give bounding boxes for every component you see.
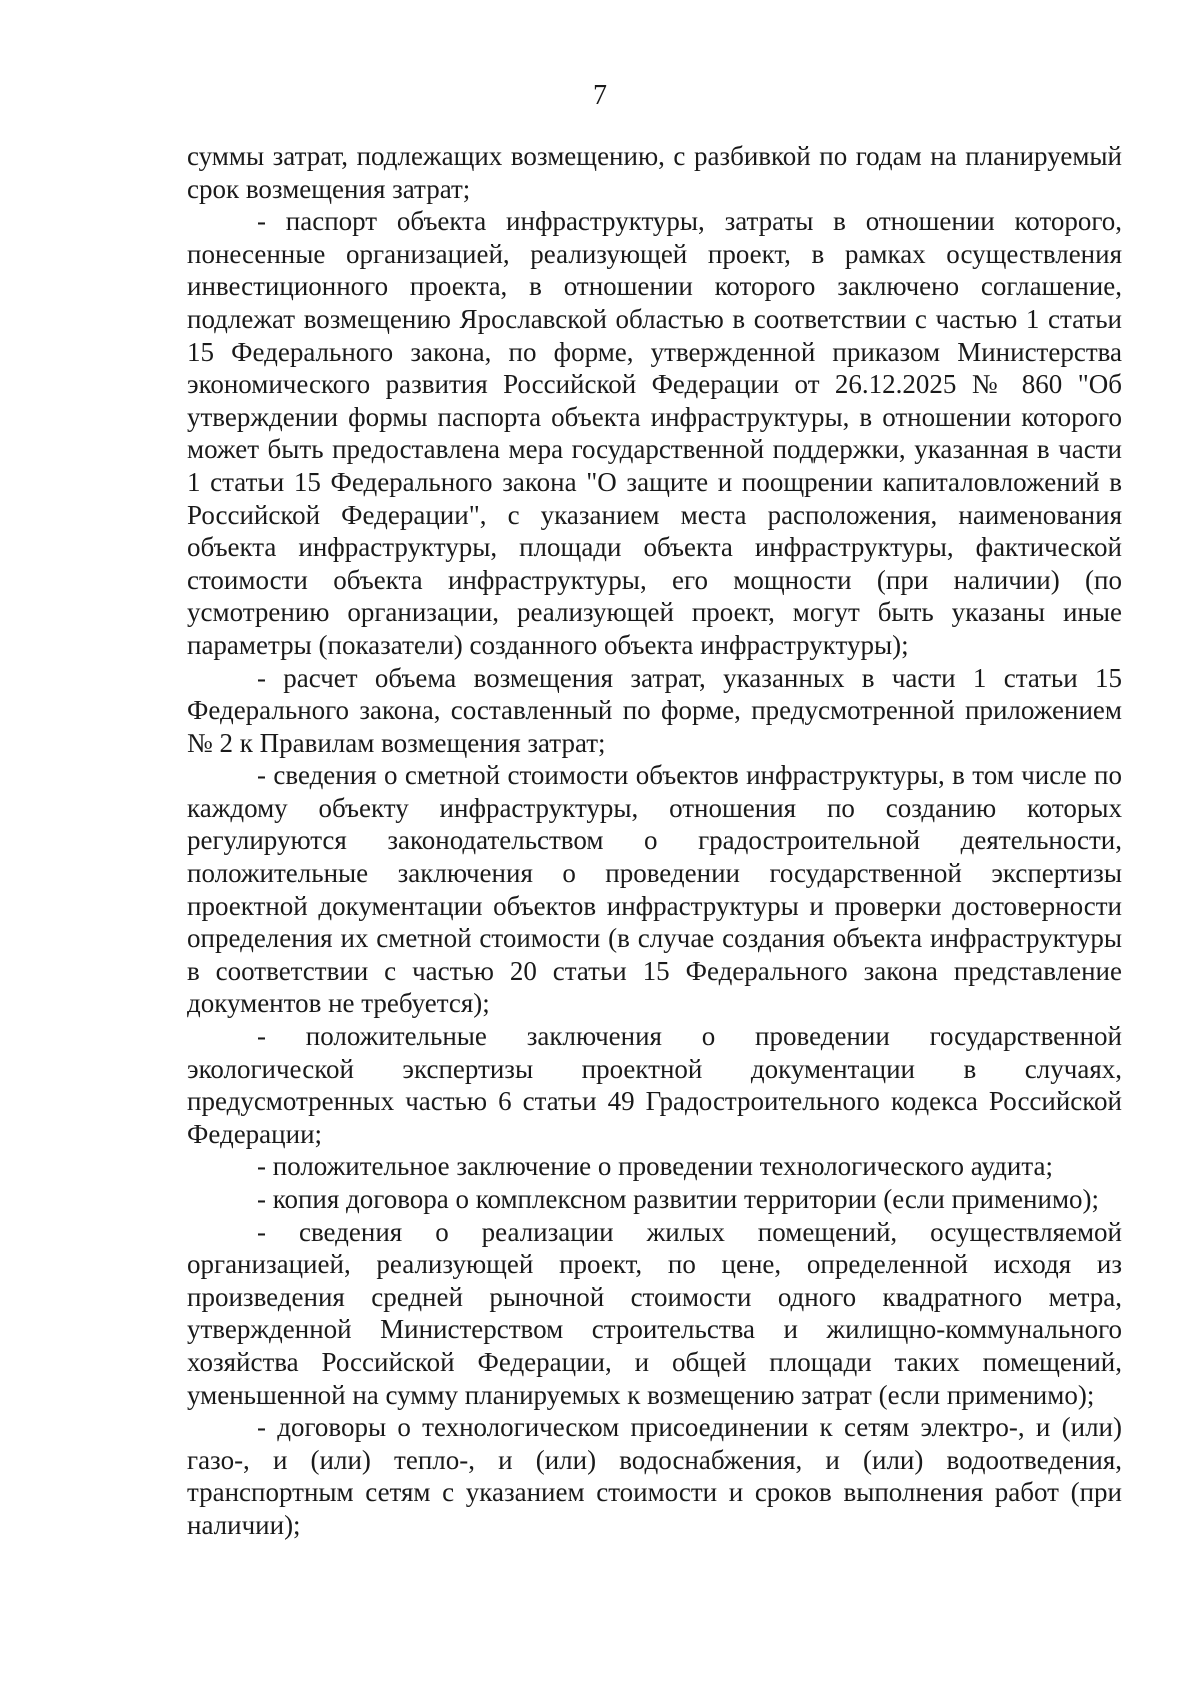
- paragraph-infrastructure-passport: - паспорт объекта инфраструктуры, затраты в отношении которого, понесенные организацией, реализующей проект, в рамках осуществления инвестиционного проекта, в отношении которого заключено соглашение, подлежат возмещению Ярославской областью в соответствии с частью 1 статьи 15 Федерального закона, по форме, утвержденной приказом Министерства экономического развития Российской Федерации от 26.12.2025 № 860 "Об утверждении формы паспорта объекта инфраструктуры, в отношении которого может быть предоставлена мера государственной поддержки, указанная в части 1 статьи 15 Федерального закона "О защите и поощрении капиталовложений в Российской Федерации", с указанием места расположения, наименования объекта инфраструктуры, площади объекта инфраструктуры, фактической стоимости объекта инфраструктуры, его мощности (при наличии) (по усмотрению организации, реализующей проект, могут быть указаны иные параметры (показатели) созданного объекта инфраструктуры);: [187, 206, 1122, 660]
- paragraph-continuation: суммы затрат, подлежащих возмещению, с разбивкой по годам на планируемый срок возмещения затрат;: [187, 141, 1122, 204]
- paragraph-housing-sales: - сведения о реализации жилых помещений, осуществляемой организацией, реализующей проект, по цене, определенной исходя из произведения средней рыночной стоимости одного квадратного метра, утвержденной Министерством строительства и жилищно-коммунального хозяйства Российской Федерации, и общей площади таких помещений, уменьшенной на сумму планируемых к возмещению затрат (если применимо);: [187, 1216, 1122, 1410]
- paragraph-ecological-expertise: - положительные заключения о проведении государственной экологической экспертизы проектной документации в случаях, предусмотренных частью 6 статьи 49 Градостроительного кодекса Российской Федерации;: [187, 1021, 1122, 1149]
- paragraph-technology-audit: - положительное заключение о проведении технологического аудита;: [257, 1151, 1053, 1182]
- document-body: [187, 140, 1122, 1542]
- paragraph-estimated-cost: - сведения о сметной стоимости объектов инфраструктуры, в том числе по каждому объекту инфраструктуры, отношения по созданию которых регулируются законодательством о градостроительной деятельности, положительные заключения о проведении государственной экспертизы проектной документации объектов инфраструктуры и проверки достоверности определения их сметной стоимости (в случае создания объекта инфраструктуры в соответствии с частью 20 статьи 15 Федерального закона представление документов не требуется);: [187, 760, 1122, 1019]
- page-number: 7: [593, 80, 607, 111]
- paragraph-territory-contract: - копия договора о комплексном развитии территории (если применимо);: [257, 1184, 1100, 1214]
- paragraph-connection-contracts: - договоры о технологическом присоединении к сетям электро-, и (или) газо-, и (или) тепло-, и (или) водоснабжения, и (или) водоотведения, транспортным сетям с указанием стоимости и сроков выполнения работ (при наличии);: [187, 1412, 1122, 1540]
- paragraph-cost-calculation: - расчет объема возмещения затрат, указанных в части 1 статьи 15 Федерального закона, составленный по форме, предусмотренной приложением № 2 к Правилам возмещения затрат;: [187, 662, 1122, 758]
